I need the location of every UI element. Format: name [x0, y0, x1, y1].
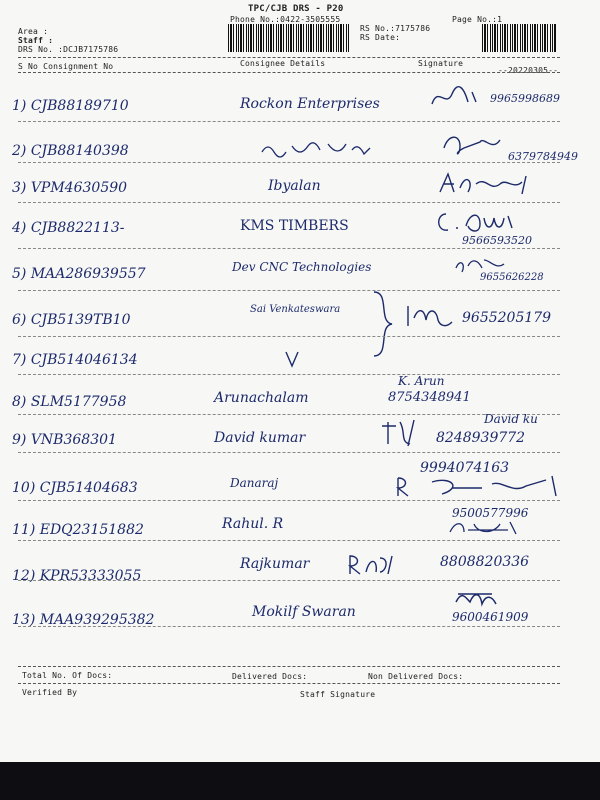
consignment-number: 5) MAA286939557	[12, 266, 146, 282]
column-date: --20220305--	[498, 66, 559, 75]
consignee-name: Ibyalan	[268, 178, 321, 194]
header-divider	[18, 57, 560, 58]
row-divider	[18, 500, 560, 501]
row-divider	[18, 374, 560, 375]
phone-number-handwritten: 9566593520	[462, 234, 532, 247]
consignee-name: Rockon Enterprises	[240, 96, 380, 112]
verified-by-label: Verified By	[22, 688, 78, 697]
row-divider	[18, 290, 560, 291]
non-delivered-docs-label: Non Delivered Docs:	[368, 672, 464, 681]
handwritten-signature	[404, 302, 464, 330]
footer-divider-2	[18, 683, 560, 684]
phone-number-handwritten: 9655205179	[462, 310, 552, 326]
consignee-name: Danaraj	[230, 476, 279, 490]
consignment-number: 3) VPM4630590	[12, 180, 128, 196]
consignee-name: Rajkumar	[240, 556, 310, 572]
phone-number-handwritten: 6379784949	[508, 150, 578, 163]
consignment-number: 10) CJB51404683	[12, 480, 138, 496]
phone-number: Phone No.:0422-3505555	[230, 15, 341, 24]
phone-number-handwritten: 9965998689	[490, 92, 560, 105]
handwritten-signature-text: David ku	[484, 412, 538, 426]
barcode-left	[228, 24, 350, 52]
handwritten-signature	[436, 170, 546, 196]
handwritten-signature	[446, 518, 526, 538]
consignment-number: 9) VNB368301	[12, 432, 117, 448]
drs-number: DRS No. :DCJB7175786	[18, 45, 119, 54]
column-signature: Signature	[418, 59, 464, 68]
consignee-name: Rahul. R	[222, 516, 284, 532]
consignee-name: David kumar	[214, 430, 306, 446]
phone-number-handwritten: 9500577996	[452, 506, 529, 520]
row-divider	[18, 414, 560, 415]
staff-signature-label: Staff Signature	[300, 690, 376, 699]
row-divider	[18, 202, 560, 203]
row-divider	[18, 248, 560, 249]
phone-number-handwritten: 9600461909	[452, 610, 529, 624]
document-title: TPC/CJB DRS - P20	[248, 4, 344, 14]
consignment-number: 8) SLM5177958	[12, 394, 127, 410]
area-label: Area :	[18, 27, 49, 36]
column-consignee: Consignee Details	[240, 59, 326, 68]
handwritten-brace	[368, 288, 398, 360]
consignment-number: 12) KPR53333055	[12, 568, 142, 584]
total-docs-label: Total No. Of Docs:	[22, 671, 113, 680]
column-divider	[18, 72, 560, 73]
consignment-number: 6) CJB5139TB10	[12, 312, 131, 328]
column-sno-consignment: S No Consignment No	[18, 62, 114, 71]
phone-number-handwritten: 9994074163	[420, 460, 510, 476]
barcode-right	[482, 24, 556, 52]
scan-edge-shadow	[0, 762, 600, 800]
consignment-number: 13) MAA939295382	[12, 612, 155, 628]
row-divider	[18, 452, 560, 453]
handwritten-signature	[452, 254, 512, 274]
phone-number-handwritten: 8754348941	[388, 390, 471, 405]
row-divider	[18, 162, 560, 163]
consignment-number: 7) CJB514046134	[12, 352, 138, 368]
consignment-number: 2) CJB88140398	[12, 143, 129, 159]
staff-label: Staff :	[18, 36, 54, 45]
handwritten-signature	[452, 586, 502, 608]
page-number: Page No.:1	[452, 15, 503, 24]
handwritten-signature	[436, 208, 536, 234]
consignee-name: Dev CNC Technologies	[232, 260, 372, 274]
consignment-number: 1) CJB88189710	[12, 98, 129, 114]
handwritten-signature	[440, 132, 510, 156]
phone-number-handwritten: 9655626228	[480, 272, 544, 283]
consignment-number: 11) EDQ23151882	[12, 522, 144, 538]
row-divider	[18, 540, 560, 541]
consignee-name: Mokilf Swaran	[252, 604, 356, 620]
phone-number-handwritten: 8248939772	[436, 430, 526, 446]
handwritten-signature	[428, 84, 488, 110]
delivered-docs-label: Delivered Docs:	[232, 672, 308, 681]
row-divider	[18, 336, 560, 337]
consignee-name: Arunachalam	[214, 390, 309, 406]
rs-date: RS Date:	[360, 33, 401, 42]
handwritten-tick	[282, 348, 302, 368]
row-divider	[18, 626, 560, 627]
row-divider	[18, 121, 560, 122]
handwritten-signature	[346, 552, 406, 578]
handwritten-signature	[378, 416, 428, 450]
footer-divider	[18, 666, 560, 667]
row-divider	[18, 580, 560, 581]
consignee-name: Sai Venkateswara	[250, 304, 341, 315]
consignment-number: 4) CJB8822113-	[12, 220, 125, 236]
handwritten-signature	[392, 474, 582, 500]
consignee-name: KMS TIMBERS	[240, 218, 349, 234]
rs-number: RS No.:7175786	[360, 24, 431, 33]
phone-number-handwritten: 8808820336	[440, 554, 530, 570]
handwritten-consignee-tamil	[258, 138, 378, 160]
handwritten-signature-text: K. Arun	[398, 374, 445, 388]
